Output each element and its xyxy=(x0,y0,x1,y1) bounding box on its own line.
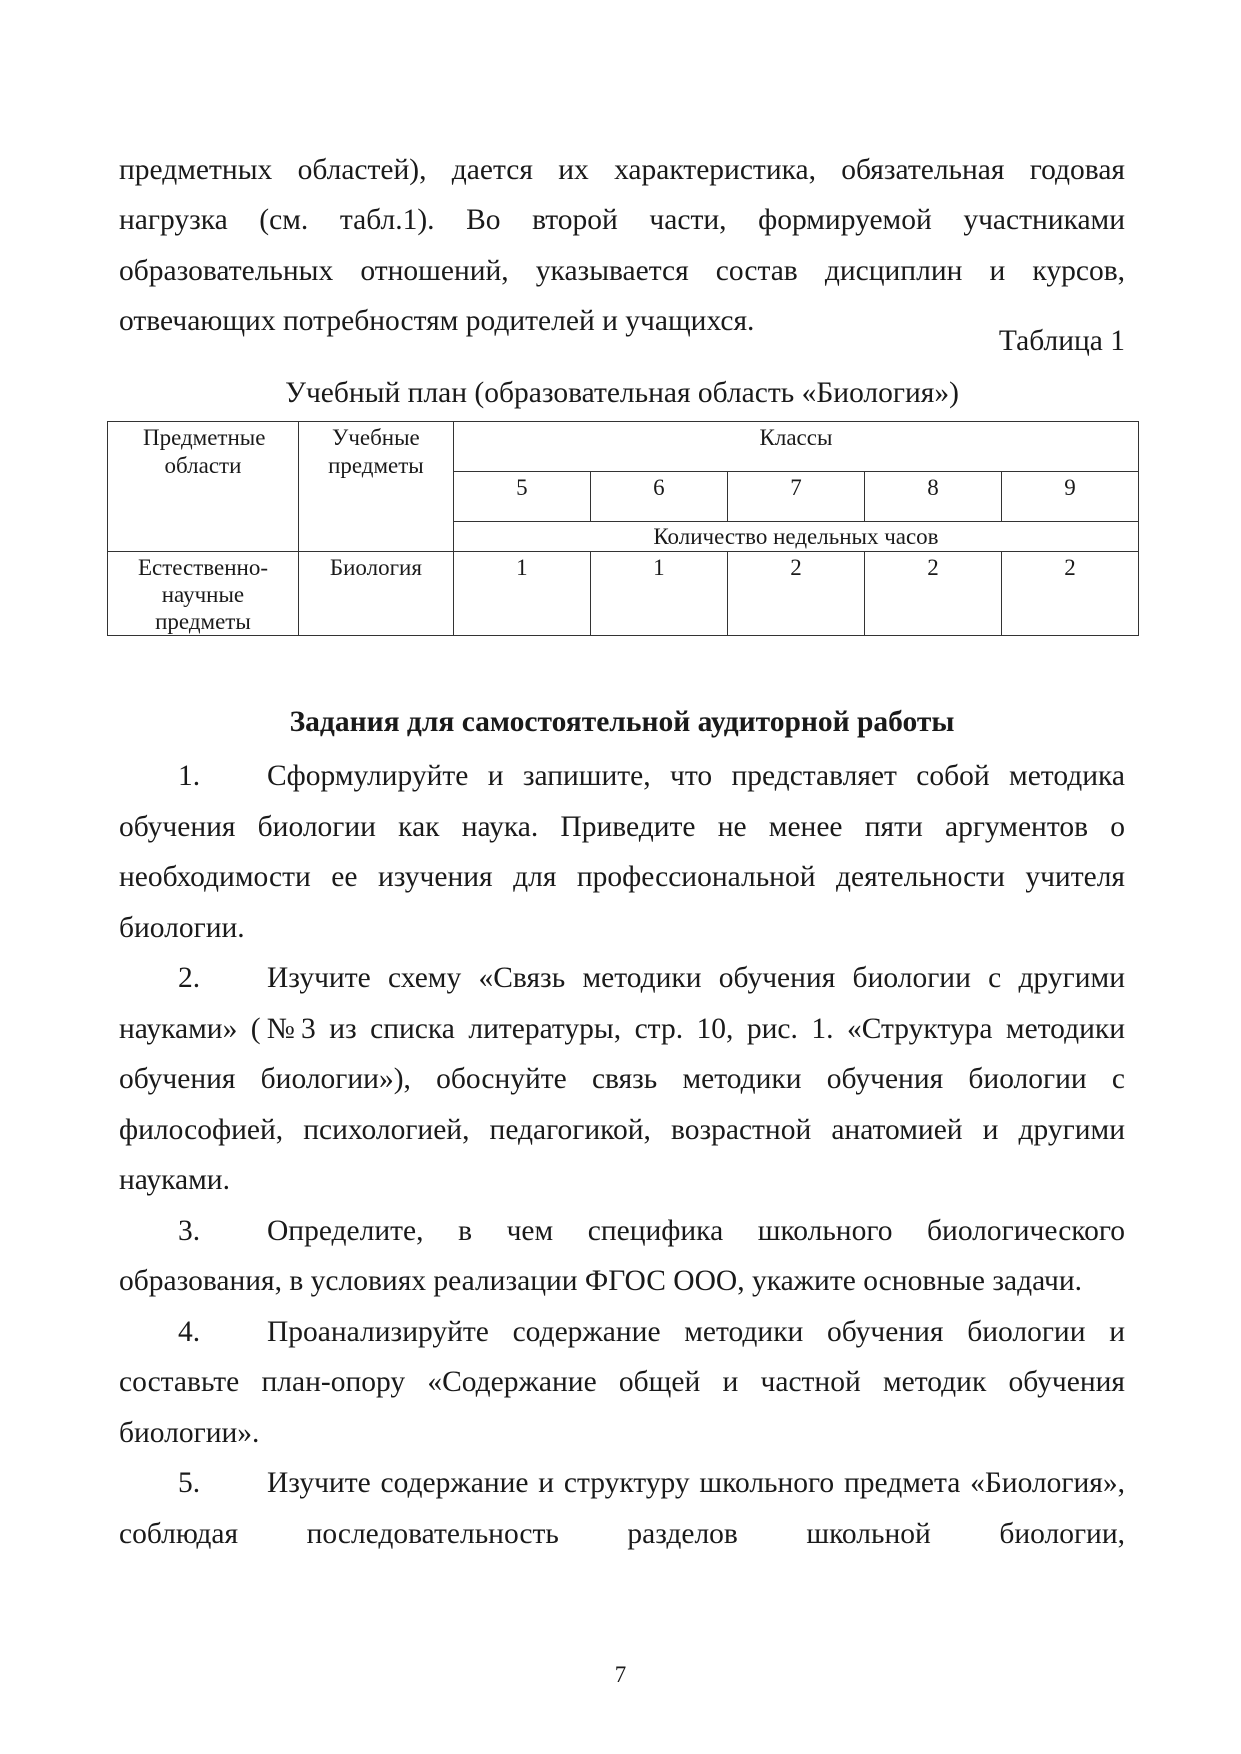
table-title: Учебный план (образовательная область «Биология») xyxy=(285,377,959,409)
section-heading: Задания для самостоятельной аудиторной работы xyxy=(289,706,955,738)
task-number: 4. xyxy=(178,1315,201,1348)
curriculum-table xyxy=(107,421,1139,636)
grade-number-cell: 7 xyxy=(727,472,864,522)
list-item xyxy=(119,953,1125,1206)
grade-number-cell: 5 xyxy=(453,472,590,522)
cell-subject: Биология xyxy=(298,552,453,636)
task-text: Сформулируйте и запишите, что представляет собой методика обучения биологии как наука. Приведите не менее пяти аргументов о необходимости ее изучения для профессиональной деятельности учителя биологии. xyxy=(119,760,1125,944)
page-number: 7 xyxy=(614,1662,627,1687)
hours-label: Количество недельных часов xyxy=(453,522,1138,552)
list-item xyxy=(119,1458,1125,1559)
list-item xyxy=(119,1307,1125,1459)
task-number: 2. xyxy=(178,962,201,994)
table-number-label: Таблица 1 xyxy=(998,325,1125,357)
table-header-row xyxy=(108,422,1139,472)
task-text: Изучите содержание и структуру школьного предмета «Биология», соблюдая последовательность разделов школьной биологии, xyxy=(119,1467,1125,1550)
task-number: 5. xyxy=(178,1467,201,1499)
grade-number-cell: 8 xyxy=(864,472,1001,522)
cell-hours: 1 xyxy=(453,552,590,636)
task-text: Изучите схему «Связь методики обучения биологии с другими науками» (№3 из списка литературы, стр. 10, рис. 1. «Структура методики обучения биологии»), обоснуйте связь методики обучения биологии с философией, психологией, педагогикой, возрастной анатомией и другими науками. xyxy=(119,962,1125,1196)
task-list xyxy=(119,751,1125,1559)
list-item xyxy=(119,751,1125,953)
cell-hours: 2 xyxy=(1001,552,1138,636)
cell-subject-area: Естественно-научные предметы xyxy=(108,552,299,636)
header-subject-areas: Предметные области xyxy=(108,422,299,552)
list-item xyxy=(119,1206,1125,1307)
cell-hours: 2 xyxy=(864,552,1001,636)
task-text: Проанализируйте содержание методики обучения биологии и составьте план-опору «Содержание общей и частной методик обучения биологии». xyxy=(119,1315,1125,1449)
task-text: Определите, в чем специфика школьного биологического образования, в условиях реализации ФГОС ООО, укажите основные задачи. xyxy=(119,1214,1125,1297)
header-grades: Классы xyxy=(453,422,1138,472)
grade-number-cell: 9 xyxy=(1001,472,1138,522)
cell-hours: 1 xyxy=(590,552,727,636)
intro-paragraph: предметных областей), дается их характеристика, обязательная годовая нагрузка (см. табл.1). Во второй части, формируемой участниками образовательных отношений, указывается состав дисциплин и курсов, отвечающих потребностям родителей и учащихся. xyxy=(119,153,1125,337)
header-subjects: Учебные предметы xyxy=(298,422,453,552)
cell-hours: 2 xyxy=(727,552,864,636)
grade-number-cell: 6 xyxy=(590,472,727,522)
table-row xyxy=(108,552,1139,636)
task-number: 1. xyxy=(178,760,201,792)
task-number: 3. xyxy=(178,1214,201,1247)
